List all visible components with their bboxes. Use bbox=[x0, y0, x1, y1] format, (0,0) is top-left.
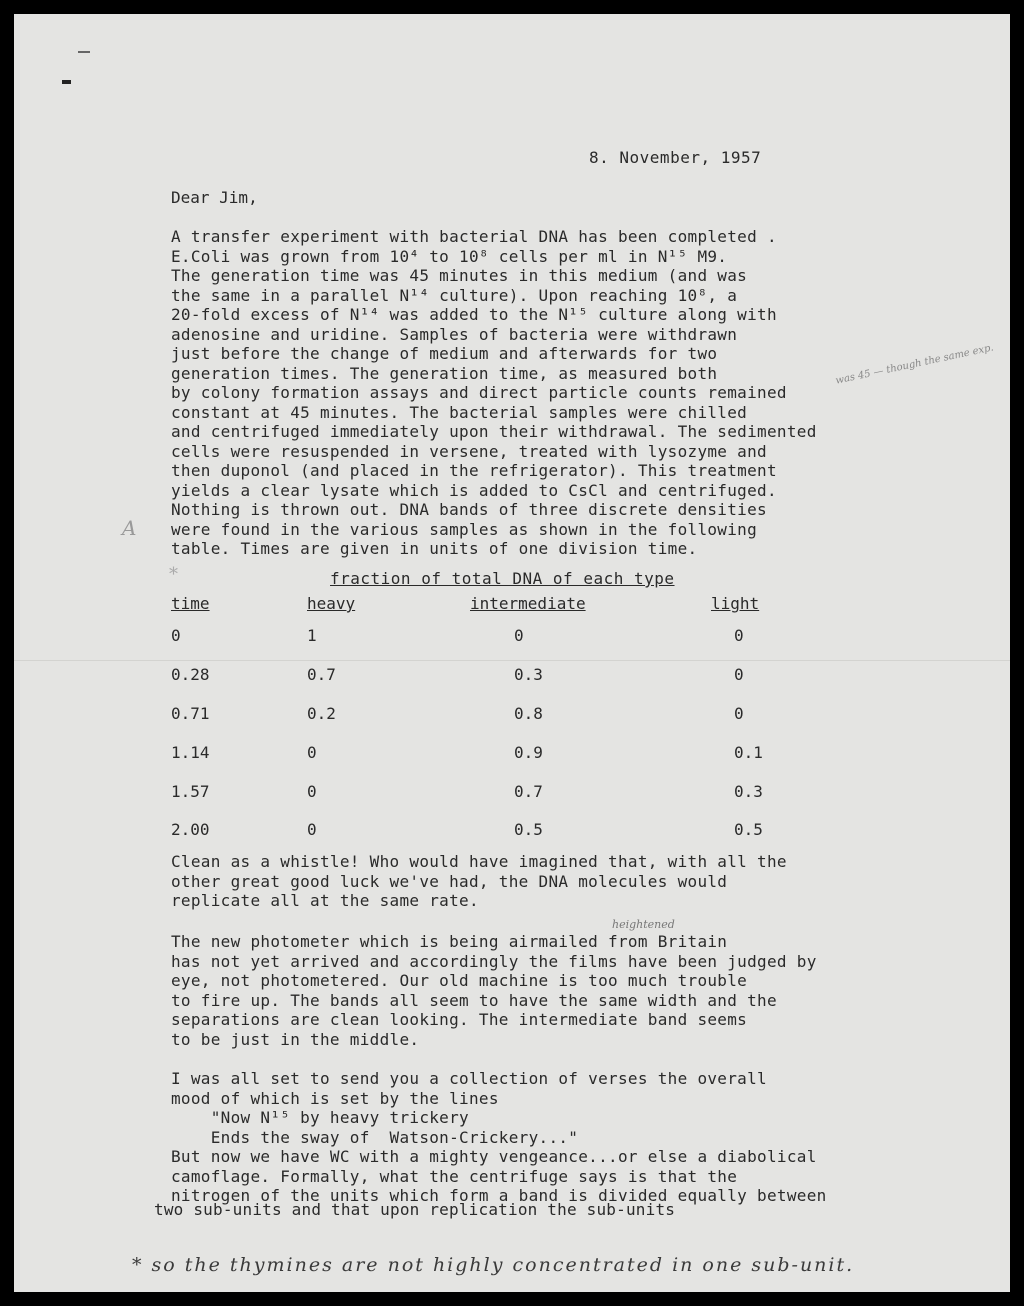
table-cell: 0.28 bbox=[171, 665, 210, 684]
table-cell: 0.2 bbox=[307, 704, 336, 723]
ink-speck bbox=[62, 80, 71, 84]
column-header-light: light bbox=[711, 594, 760, 613]
handwritten-insert: heightened bbox=[612, 918, 675, 931]
handwritten-footnote: * so the thymines are not highly concentrated in one sub-unit. bbox=[132, 1254, 855, 1276]
margin-letter-a: A bbox=[122, 516, 137, 540]
column-header-heavy: heavy bbox=[307, 594, 356, 613]
table-cell: 0 bbox=[514, 626, 524, 645]
table-cell: 1.14 bbox=[171, 743, 210, 762]
table-cell: 0.3 bbox=[514, 665, 543, 684]
paragraph-verses: I was all set to send you a collection of verses the overall mood of which is set by the lines "Now N¹⁵ by heavy trickery Ends the sway of Watson-Crickery..." But now we have WC with a mighty vengeance...or else a diabolical camoflage. Formally, what the centrifuge says is that the nitrogen of the units which form a band is divided equally between bbox=[171, 1069, 827, 1205]
table-cell: 0.3 bbox=[734, 782, 763, 801]
paragraph-clean-whistle: Clean as a whistle! Who would have imagined that, with all the other great good luck we've had, the DNA molecules would replicate all at the same rate. bbox=[171, 852, 787, 910]
table-cell: 0.1 bbox=[734, 743, 763, 762]
table-cell: 0 bbox=[171, 626, 181, 645]
table-cell: 0.5 bbox=[514, 820, 543, 839]
margin-star: * bbox=[169, 564, 178, 585]
column-header-time: time bbox=[171, 594, 210, 613]
paragraph-photometer: The new photometer which is being airmailed from Britain has not yet arrived and accordingly the films have been judged by eye, not photometered. Our old machine is too much trouble to fire up. The bands all seem to have the same width and the separations are clean looking. The intermediate band seems to be just in the middle. bbox=[171, 932, 817, 1049]
paragraph-experiment: A transfer experiment with bacterial DNA has been completed . E.Coli was grown from 10⁴ to 10⁸ cells per ml in N¹⁵ M9. The generation time was 45 minutes in this medium (and was the same in a parallel N¹⁴ culture). Upon reaching 10⁸, a 20-fold excess of N¹⁴ was added to the N¹⁵ culture along with adenosine and uridine. Samples of bacteria were withdrawn just before the change of medium and afterwards for two generation times. The generation time, as measured both by colony formation assays and direct particle counts remained constant at 45 minutes. The bacterial samples were chilled and centrifuged immediately upon their withdrawal. The sedimented cells were resuspended in versene, treated with lysozyme and then duponol (and placed in the refrigerator). This treatment yields a clear lysate which is added to CsCl and centrifuged. Nothing is thrown out. DNA bands of three discrete densities were found in the various samples as shown in the following table. Times are given in units of one division time. bbox=[171, 227, 817, 558]
table-cell: 0.71 bbox=[171, 704, 210, 723]
table-cell: 0.8 bbox=[514, 704, 543, 723]
table-cell: 0 bbox=[734, 665, 744, 684]
table-cell: 2.00 bbox=[171, 820, 210, 839]
column-header-intermediate: intermediate bbox=[470, 594, 586, 613]
ink-speck bbox=[78, 51, 90, 53]
table-cell: 0 bbox=[307, 743, 317, 762]
salutation: Dear Jim, bbox=[171, 188, 258, 207]
letter-date: 8. November, 1957 bbox=[589, 148, 762, 167]
table-cell: 0 bbox=[734, 626, 744, 645]
table-cell: 1.57 bbox=[171, 782, 210, 801]
table-cell: 0.7 bbox=[514, 782, 543, 801]
last-typed-line: two sub-units and that upon replication the sub-units bbox=[154, 1200, 676, 1219]
table-cell: 0.9 bbox=[514, 743, 543, 762]
table-cell: 0 bbox=[734, 704, 744, 723]
fold-line bbox=[14, 660, 1010, 661]
table-cell: 0 bbox=[307, 782, 317, 801]
table-cell: 0.5 bbox=[734, 820, 763, 839]
letter-page bbox=[14, 14, 1010, 1292]
table-cell: 0.7 bbox=[307, 665, 336, 684]
table-title: fraction of total DNA of each type bbox=[330, 569, 675, 588]
table-cell: 0 bbox=[307, 820, 317, 839]
margin-note: was 45 — though the same exp. bbox=[834, 342, 995, 387]
table-cell: 1 bbox=[307, 626, 317, 645]
